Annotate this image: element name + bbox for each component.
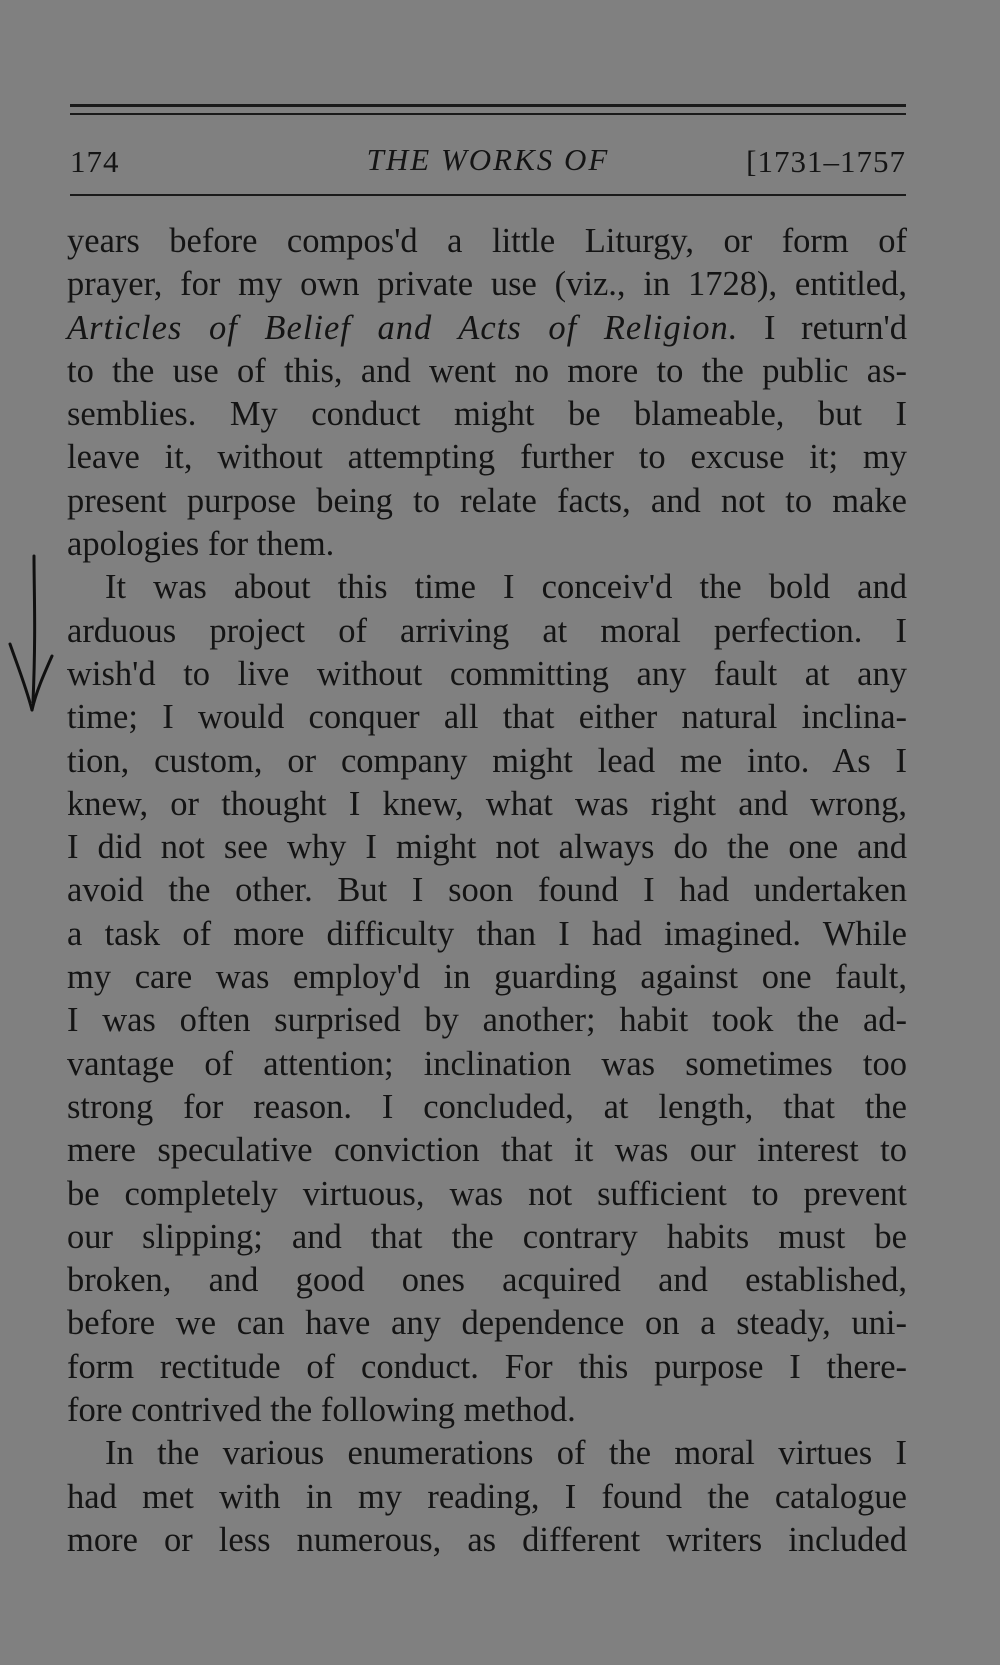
text-line: years before compos'd a little Liturgy, or form of — [67, 222, 907, 260]
text-line: our slipping; and that the contrary habits must be — [67, 1217, 907, 1256]
paragraph-end-line: fore contrived the following method. — [67, 1391, 576, 1430]
text-line: leave it, without attempting further to excuse it; my — [67, 438, 907, 477]
text-line: a task of more difficulty than I had imagined. While — [67, 914, 907, 953]
text-line: before we can have any dependence on a steady, uni- — [67, 1304, 907, 1343]
text-line: arduous project of arriving at moral perfection. I — [67, 611, 907, 650]
paragraph-start-line: It was about this time I conceiv'd the bold and — [105, 568, 907, 607]
hand-drawn-down-arrow-icon — [4, 552, 60, 732]
text-line: avoid the other. But I soon found I had undertaken — [67, 871, 907, 910]
text-line: prayer, for my own private use (viz., in 1728), entitled, — [67, 265, 907, 304]
text-line: semblies. My conduct might be blameable, but I — [67, 395, 907, 434]
text-line: my care was employ'd in guarding against one fault, — [67, 958, 907, 997]
text-line: be completely virtuous, was not sufficient to prevent — [67, 1174, 907, 1213]
text-line-with-italic-title — [67, 307, 907, 350]
paragraph-start-line: In the various enumerations of the moral virtues I — [105, 1434, 907, 1473]
running-header — [70, 138, 906, 182]
text-line: vantage of attention; inclination was sometimes too — [67, 1044, 907, 1083]
text-line: I did not see why I might not always do the one and — [67, 828, 907, 867]
text-line: I was often surprised by another; habit took the ad- — [67, 1001, 907, 1040]
italic-title: Articles of Belief and Acts of Religion. — [67, 308, 739, 347]
text-line: mere speculative conviction that it was our interest to — [67, 1131, 907, 1170]
text-line: strong for reason. I concluded, at length, that the — [67, 1087, 907, 1126]
paragraph-end-line: apologies for them. — [67, 525, 335, 564]
text-line: knew, or thought I knew, what was right and wrong, — [67, 784, 907, 823]
text-line: time; I would conquer all that either natural inclina- — [67, 698, 907, 737]
text-line: broken, and good ones acquired and established, — [67, 1261, 907, 1300]
header-rule — [70, 194, 906, 196]
body-text — [67, 220, 907, 1562]
text-line: more or less numerous, as different writers included — [67, 1520, 907, 1559]
text-line: form rectitude of conduct. For this purpose I there- — [67, 1347, 907, 1386]
running-title: THE WORKS OF — [366, 142, 610, 177]
top-double-rule-upper — [70, 104, 906, 107]
text-line: tion, custom, or company might lead me into. As I — [67, 741, 907, 780]
text-line: wish'd to live without committing any fault at any — [67, 654, 907, 693]
text-line: to the use of this, and went no more to the public as- — [67, 351, 907, 390]
text-line: present purpose being to relate facts, and not to make — [67, 481, 907, 520]
date-range: [1731–1757 — [746, 144, 906, 179]
page-number: 174 — [70, 144, 120, 179]
top-double-rule-lower — [70, 113, 906, 115]
text-line: had met with in my reading, I found the catalogue — [67, 1477, 907, 1516]
text-line-remainder: I return'd — [764, 308, 907, 347]
